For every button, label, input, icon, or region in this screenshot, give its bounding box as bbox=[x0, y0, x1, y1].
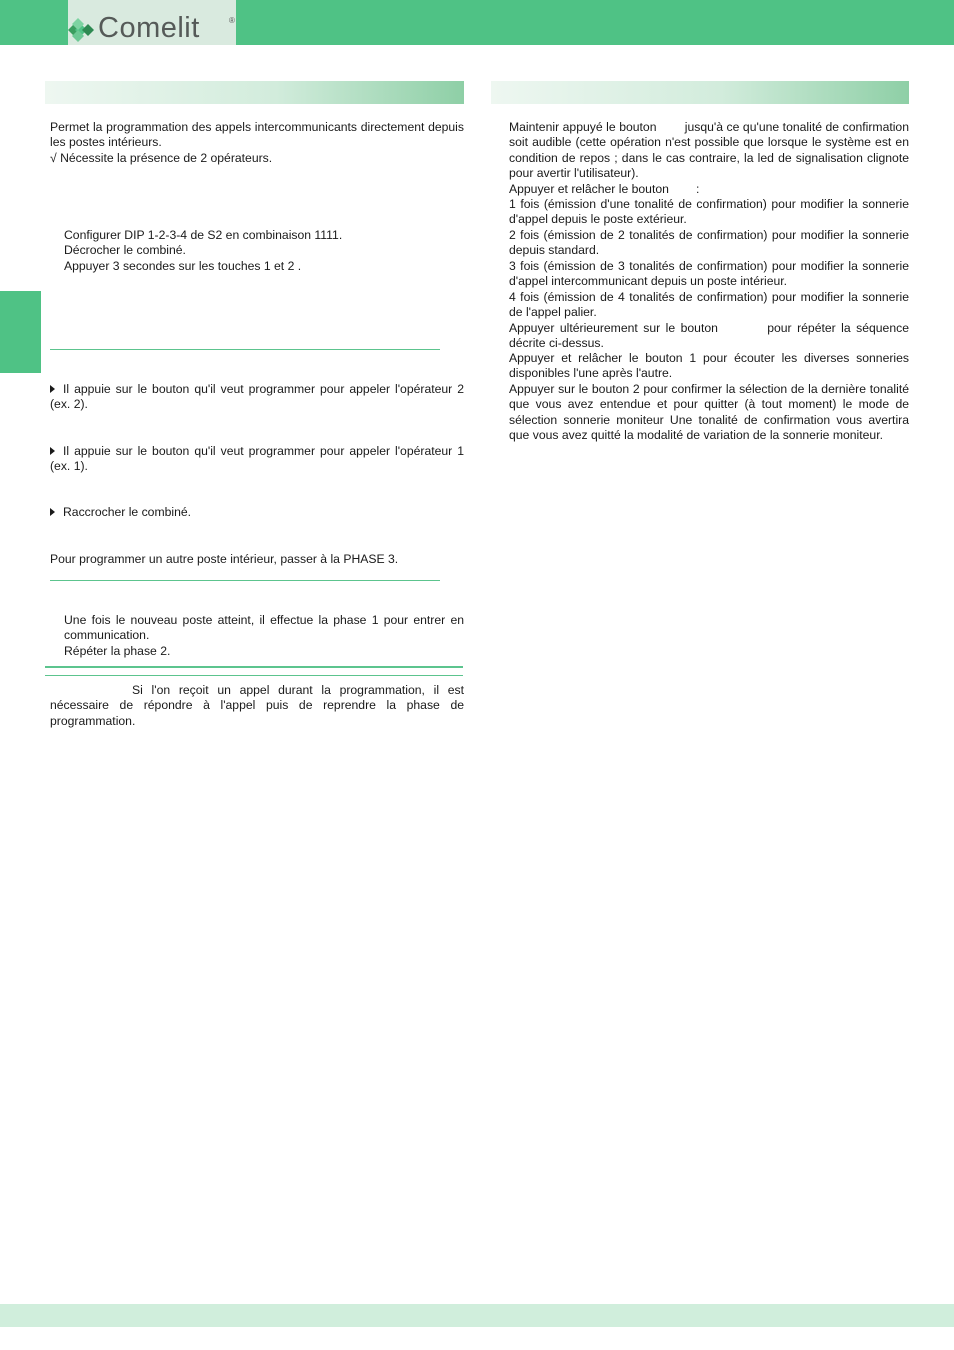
intro-text: Permet la programmation des appels intercommunicants directement depuis les postes intérieurs. bbox=[50, 120, 464, 150]
right-p3: 1 fois (émission d'une tonalité de confirmation) pour modifier la sonnerie d'appel depuis le poste extérieur. bbox=[509, 197, 909, 227]
requirement-line bbox=[50, 151, 464, 166]
new-post-text: Une fois le nouveau poste atteint, il effectue la phase 1 pour entrer en communication. bbox=[64, 613, 464, 643]
operator2-step: Il appuie sur le bouton qu'il veut programmer pour appeler l'opérateur 1 (ex. 1). bbox=[50, 444, 464, 474]
divider-2 bbox=[50, 580, 440, 581]
setup-step-2: Décrocher le combiné. bbox=[64, 243, 186, 257]
right-p9: Appuyer sur le bouton 2 pour confirmer la sélection de la dernière tonalité que vous avez entendue et pour quitter (à tout moment) le mode de sélection sonnerie moniteur Une tonalité de confirmation vous avertira que vous avez quitté la modalité de variation de la sonnerie moniteur. bbox=[509, 382, 909, 443]
note-text: Si l'on reçoit un appel durant la programmation, il est nécessaire de répondre à l'appel puis de reprendre la phase de programmation. bbox=[50, 683, 464, 728]
section-bar-left bbox=[45, 81, 464, 104]
divider-1 bbox=[50, 349, 440, 350]
comelit-logo-icon bbox=[68, 18, 98, 42]
note-rule-bottom bbox=[45, 675, 463, 676]
requirement-text: Nécessite la présence de 2 opérateurs. bbox=[60, 151, 273, 165]
right-p4: 2 fois (émission de 2 tonalités de confirmation) pour modifier la sonnerie depuis standard. bbox=[509, 228, 909, 258]
setup-step-1: Configurer DIP 1-2-3-4 de S2 en combinaison 1111. bbox=[64, 228, 343, 242]
right-p6: 4 fois (émission de 4 tonalités de confirmation) pour modifier la sonnerie de l'appel palier. bbox=[509, 290, 909, 320]
setup-step-3: Appuyer 3 secondes sur les touches 1 et 2 . bbox=[64, 259, 302, 273]
brand-logo-text: Comelit bbox=[98, 12, 200, 44]
footer-band bbox=[0, 1304, 954, 1327]
note-rule-top bbox=[45, 666, 463, 668]
repeat-phase-text: Répéter la phase 2. bbox=[64, 644, 171, 658]
checkmark-icon: √ bbox=[50, 151, 57, 165]
right-p7: Appuyer ultérieurement sur le bouton pour répéter la séquence décrite ci-dessus. bbox=[509, 321, 913, 351]
section-bar-right bbox=[491, 81, 909, 104]
hangup-step: Raccrocher le combiné. bbox=[63, 505, 192, 519]
right-p5: 3 fois (émission de 3 tonalités de confirmation) pour modifier la sonnerie d'appel intercommunicant depuis un poste intérieur. bbox=[509, 259, 909, 289]
arrow-bullet-icon bbox=[50, 508, 55, 516]
right-p1: Maintenir appuyé le bouton jusqu'à ce qu'une tonalité de confirmation soit audible (cette opération n'est possible que lorsque le système est en condition de repos ; dans le cas contraire, la led de signalisation clignote pour avertir l'utilisateur). bbox=[509, 120, 913, 181]
registered-mark: ® bbox=[229, 16, 235, 25]
right-p8: Appuyer et relâcher le bouton 1 pour écouter les diverses sonneries disponibles l'une après l'autre. bbox=[509, 351, 909, 381]
phase3-text: Pour programmer un autre poste intérieur, passer à la PHASE 3. bbox=[50, 552, 399, 566]
side-tab bbox=[0, 291, 41, 373]
right-p2: Appuyer et relâcher le bouton : bbox=[509, 182, 700, 196]
operator1-step: Il appuie sur le bouton qu'il veut programmer pour appeler l'opérateur 2 (ex. 2). bbox=[50, 382, 464, 412]
